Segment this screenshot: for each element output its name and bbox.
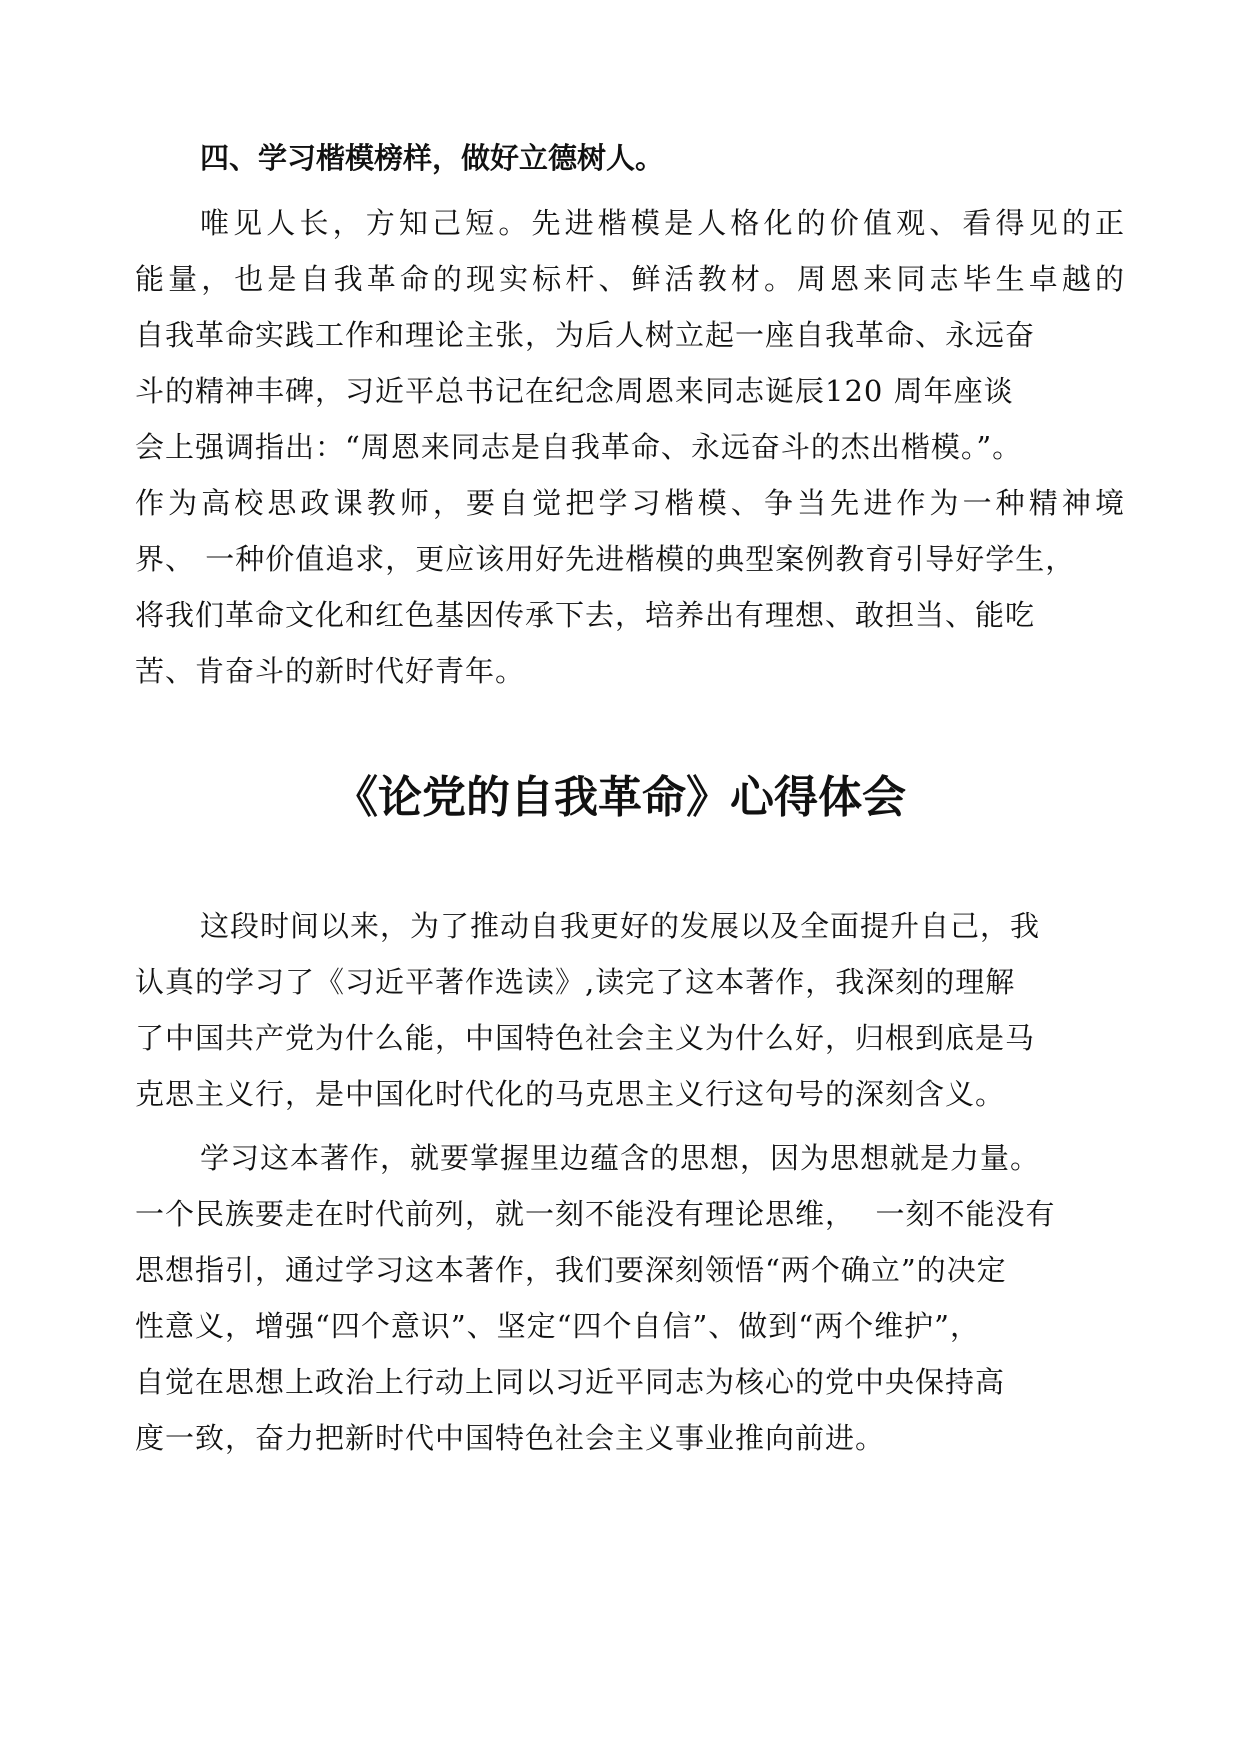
paragraph-line: 认真的学习了《习近平著作选读》,读完了这本著作，我深刻的理解 [135,965,1016,999]
paragraph-line: 作为高校思政课教师，要自觉把学习楷模、争当先进作为一种精神境 [135,486,1125,520]
paragraph-line: 斗的精神丰碑，习近平总书记在纪念周恩来同志诞辰120 周年座谈 [135,374,1014,408]
paragraph-line: 会上强调指出：“周恩来同志是自我革命、永远奋斗的杰出楷模。”。 [135,430,1023,464]
paragraph-line: 苦、肯奋斗的新时代好青年。 [135,654,526,688]
page-title: 《论党的自我革命》心得体会 [334,772,906,823]
paragraph-line: 度一致，奋力把新时代中国特色社会主义事业推向前进。 [135,1421,886,1455]
paragraph-line: 能量，也是自我革命的现实标杆、鲜活教材。周恩来同志毕生卓越的 [135,262,1125,296]
paragraph-line: 一个民族要走在时代前列，就一刻不能没有理论思维， 一刻不能没有 [135,1197,1056,1231]
paragraph-line: 思想指引，通过学习这本著作，我们要深刻领悟“两个确立”的决定 [135,1253,1007,1287]
paragraph-line: 界、 一种价值追求，更应该用好先进楷模的典型案例教育引导好学生， [135,542,1076,576]
paragraph-line: 将我们革命文化和红色基因传承下去，培养出有理想、敢担当、能吃 [135,598,1036,632]
section-heading: 四、学习楷模榜样，做好立德树人。 [200,141,665,175]
paragraph-line: 唯见人长，方知己短。先进楷模是人格化的价值观、看得见的正 [200,206,1125,240]
paragraph-line: 自觉在思想上政治上行动上同以习近平同志为核心的党中央保持高 [135,1365,1006,1399]
paragraph-line: 性意义，增强“四个意识”、坚定“四个自信”、做到“两个维护”， [135,1309,980,1343]
paragraph-line: 学习这本著作，就要掌握里边蕴含的思想，因为思想就是力量。 [200,1141,1041,1175]
paragraph-line: 这段时间以来，为了推动自我更好的发展以及全面提升自己，我 [200,909,1041,943]
paragraph-line: 克思主义行，是中国化时代化的马克思主义行这句号的深刻含义。 [135,1077,1006,1111]
paragraph-line: 了中国共产党为什么能，中国特色社会主义为什么好，归根到底是马 [135,1021,1036,1055]
paragraph-line: 自我革命实践工作和理论主张，为后人树立起一座自我革命、永远奋 [135,318,1036,352]
